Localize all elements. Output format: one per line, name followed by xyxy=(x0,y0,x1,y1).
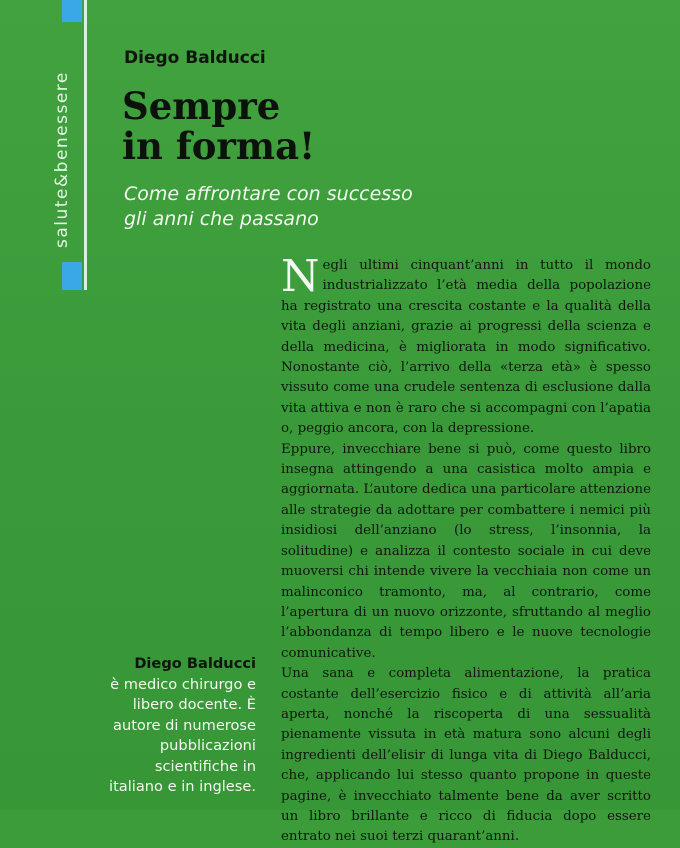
bio-text: è medico chirurgo e libero docente. È autore di numerose pubblicazioni scientifiche in italiano e in inglese. xyxy=(109,675,256,795)
blurb-paragraph-1-text: egli ultimi cinquant’anni in tutto il mondo industrializzato l’età media della popolazione ha registrato una crescita costante e la qualità della vita degli anziani, grazie ai progressi della scienza e della medicina, è migliorata in modo significativo. Nonostante ciò, l’arrivo della «terza età» è spesso vissuto come una crudele sentenza di esclusione dalla vita attiva e non è raro che si accompagni con l’apatia o, peggio ancora, con la depressione. xyxy=(281,258,651,437)
blurb-text xyxy=(281,251,651,848)
subtitle-line-2: gli anni che passano xyxy=(124,208,319,230)
author-bio xyxy=(100,654,256,798)
series-label: salute&benessere xyxy=(52,71,72,248)
drop-cap: N xyxy=(281,251,320,302)
accent-square-bottom xyxy=(62,262,82,290)
title-line-1: Sempre xyxy=(122,84,281,128)
subtitle-line-1: Come affrontare con successo xyxy=(124,183,413,205)
blurb-paragraph-3: Una sana e completa alimentazione, la pratica costante dell’esercizio fisico e di attività all’aria aperta, nonché la riscoperta di una sessualità pienamente vissuta in età matura sono alcuni degli ingredienti dell’elisir di lunga vita di Diego Balducci, che, applicando lui stesso quanto propone in queste pagine, è invecchiato talmente bene da aver scritto un libro brillante e ricco di fiducia dopo essere entrato nei suoi terzi quarant’anni. xyxy=(281,666,651,845)
blurb-paragraph-1 xyxy=(281,251,651,440)
title-line-2: in forma! xyxy=(122,124,316,168)
book-title xyxy=(122,86,315,166)
blurb-paragraph-2: Eppure, invecchiare bene si può, come questo libro insegna attingendo a una casistica molto ampia e aggiornata. L’autore dedica una particolare attenzione alle strategie da adottare per combattere i nemici più insidiosi dell’anziano (lo stress, l’insonnia, la solitudine) e analizza il contesto sociale in cui deve muoversi chi intende vivere la vecchiaia non come un malinconico tramonto, ma, al contrario, come l’apertura di un nuovo orizzonte, sfruttando al meglio l’abbondanza di tempo libero e le nuove tecnologie comunicative. xyxy=(281,441,651,661)
author-name: Diego Balducci xyxy=(124,48,266,68)
bio-author-name: Diego Balducci xyxy=(134,655,256,672)
accent-square-top xyxy=(62,0,82,22)
book-subtitle xyxy=(124,182,413,232)
series-bar xyxy=(0,0,87,290)
